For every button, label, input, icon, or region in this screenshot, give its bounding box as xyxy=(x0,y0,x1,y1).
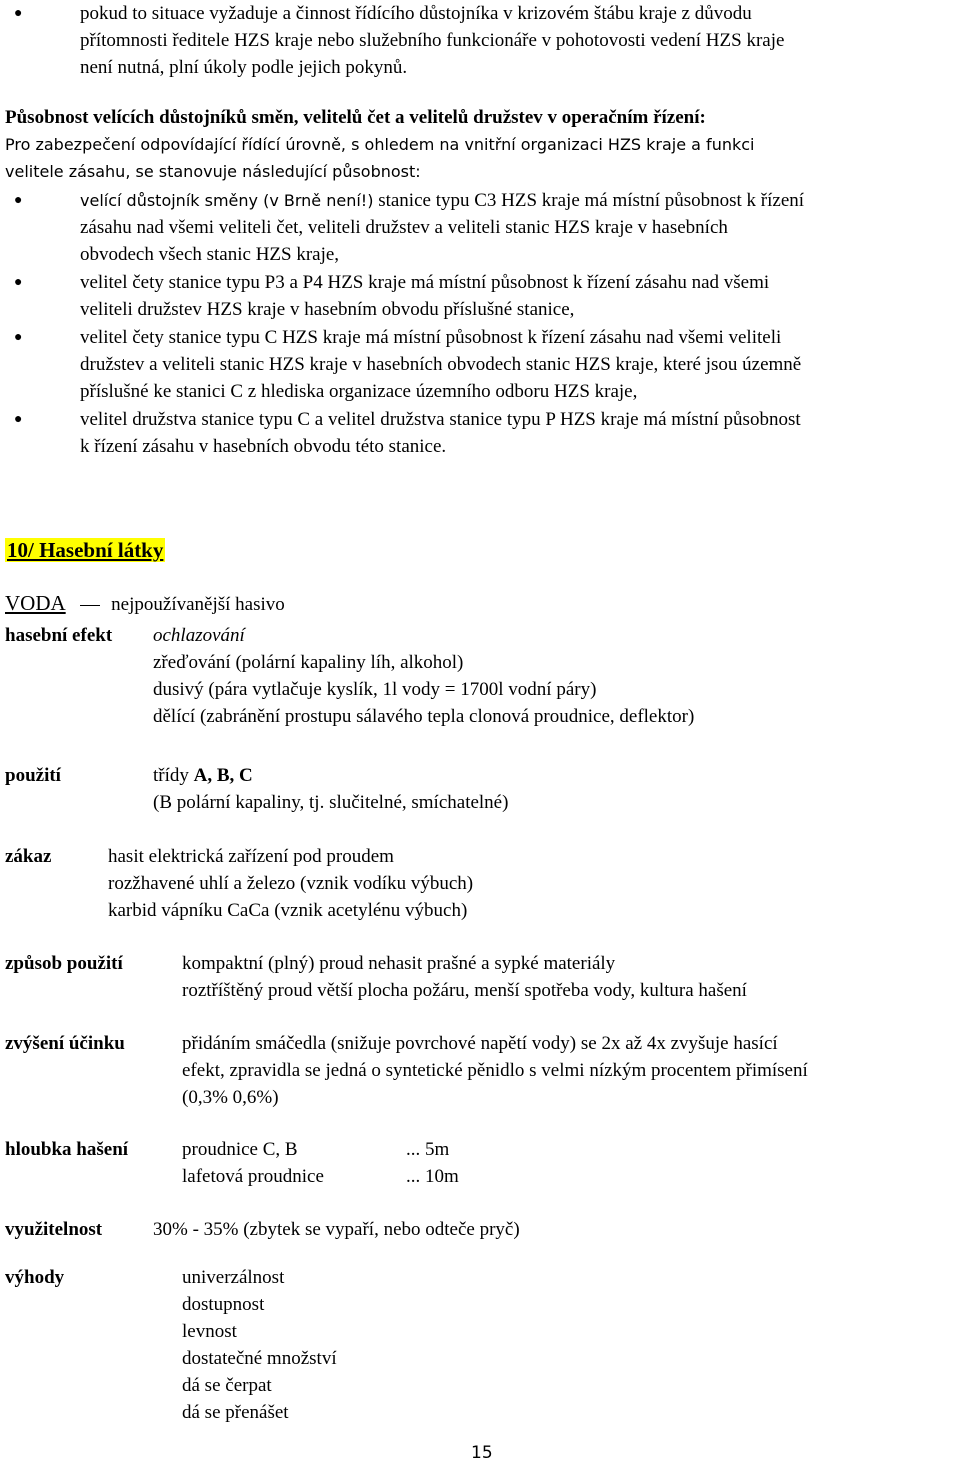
term-value: hasit elektrická zařízení pod proudem xyxy=(108,846,394,867)
bullet-icon: ● xyxy=(14,193,23,208)
term-value: (0,3% 0,6%) xyxy=(182,1087,279,1108)
term-value: přidáním smáčedla (snižuje povrchové napětí vody) se 2x až 4x zvyšuje hasící xyxy=(182,1033,778,1054)
term-label: hasební efekt xyxy=(5,625,113,646)
list-item: dá se přenášet xyxy=(182,1402,289,1423)
term-value xyxy=(153,762,253,789)
page-number: 15 xyxy=(471,1443,493,1463)
intro-line: Pro zabezpečení odpovídající řídící úrovně, s ohledem na vnitřní organizaci HZS kraje a funkci xyxy=(5,135,755,154)
intro-line: velitele zásahu, se stanovuje následující působnost: xyxy=(5,162,421,181)
text-line: přítomnosti ředitele HZS kraje nebo služebního funkcionáře v pohotovosti vedení HZS kraje xyxy=(80,30,785,51)
range-value: ... 10m xyxy=(406,1166,459,1187)
bullet-icon: ● xyxy=(14,6,23,21)
term-value: dusivý (pára vytlačuje kyslík, 1l vody = 1700l vodní páry) xyxy=(153,679,597,700)
voda-desc: nejpoužívanější hasivo xyxy=(106,594,285,615)
fire-classes: A, B, C xyxy=(193,765,253,786)
bullet-icon: ● xyxy=(14,275,23,290)
term-label: zákaz xyxy=(5,846,52,867)
term-value-prefix: třídy xyxy=(153,765,194,786)
range-name: lafetová proudnice xyxy=(182,1166,324,1187)
term-label: výhody xyxy=(5,1267,65,1288)
range-value: ... 5m xyxy=(406,1139,450,1160)
list-item-lead: velící důstojník směny (v Brně není!) xyxy=(80,191,374,210)
term-value: 30% - 35% (zbytek se vypaří, nebo odteče pryč) xyxy=(153,1219,520,1240)
term-value: dělící (zabránění prostupu sálavého tepla clonová proudnice, deflektor) xyxy=(153,706,695,727)
term-value: ochlazování xyxy=(153,625,245,646)
text-line: není nutná, plní úkoly podle jejich pokynů. xyxy=(80,57,408,78)
list-item: univerzálnost xyxy=(182,1267,285,1288)
list-item: velitel družstva stanice typu C a velitel družstva stanice typu P HZS kraje má místní působnost xyxy=(80,409,801,430)
range-name: proudnice C, B xyxy=(182,1139,298,1160)
text-line: obvodech všech stanic HZS kraje, xyxy=(80,244,340,265)
term-value: zřeďování (polární kapaliny líh, alkohol) xyxy=(153,652,464,673)
list-item: dá se čerpat xyxy=(182,1375,272,1396)
list-item xyxy=(80,187,804,214)
list-item: velitel čety stanice typu C HZS kraje má místní působnost k řízení zásahu nad všemi veliteli xyxy=(80,327,782,348)
list-item: levnost xyxy=(182,1321,237,1342)
voda-label: VODA xyxy=(5,591,66,615)
list-item: dostupnost xyxy=(182,1294,265,1315)
text-line: veliteli družstev HZS kraje v hasebním obvodu příslušné stanice, xyxy=(80,299,575,320)
list-item: dostatečné množství xyxy=(182,1348,337,1369)
term-label: hloubka hašení xyxy=(5,1139,129,1160)
term-label: použití xyxy=(5,765,61,786)
term-label: zvýšení účinku xyxy=(5,1033,125,1054)
term-label: způsob použití xyxy=(5,953,123,974)
term-value: karbid vápníku CaCa (vznik acetylénu výbuch) xyxy=(108,900,468,921)
bullet-icon: ● xyxy=(14,412,23,427)
text-line: družstev a veliteli stanic HZS kraje v hasebních obvodech stanic HZS kraje, které jsou územně xyxy=(80,354,802,375)
term-label: využitelnost xyxy=(5,1219,103,1240)
voda-line xyxy=(5,590,285,618)
list-item: velitel čety stanice typu P3 a P4 HZS kraje má místní působnost k řízení zásahu nad všemi xyxy=(80,272,770,293)
chapter-title-text: 10/ Hasební látky xyxy=(7,538,164,562)
text-line: k řízení zásahu v hasebních obvodu této stanice. xyxy=(80,436,447,457)
term-value: roztříštěný proud větší plocha požáru, menší spotřeba vody, kultura hašení xyxy=(182,980,747,1001)
text-line: příslušné ke stanici C z hlediska organizace územního odboru HZS kraje, xyxy=(80,381,638,402)
chapter-title xyxy=(5,536,165,566)
text-line: zásahu nad všemi veliteli čet, veliteli družstev a veliteli stanic HZS kraje v hasebních xyxy=(80,217,728,238)
dash-icon xyxy=(80,605,100,606)
text-line: pokud to situace vyžaduje a činnost řídícího důstojníka v krizovém štábu kraje z důvodu xyxy=(80,3,752,24)
term-value: efekt, zpravidla se jedná o syntetické pěnidlo s velmi nízkým procentem přimísení xyxy=(182,1060,808,1081)
term-value: rozžhavené uhlí a železo (vznik vodíku výbuch) xyxy=(108,873,474,894)
term-value: (B polární kapaliny, tj. slučitelné, smíchatelné) xyxy=(153,792,509,813)
list-item-rest: stanice typu C3 HZS kraje má místní působnost k řízení xyxy=(373,190,805,211)
bullet-icon: ● xyxy=(14,330,23,345)
section-heading: Působnost velících důstojníků směn, velitelů čet a velitelů družstev v operačním řízení: xyxy=(5,107,706,128)
term-value: kompaktní (plný) proud nehasit prašné a sypké materiály xyxy=(182,953,616,974)
